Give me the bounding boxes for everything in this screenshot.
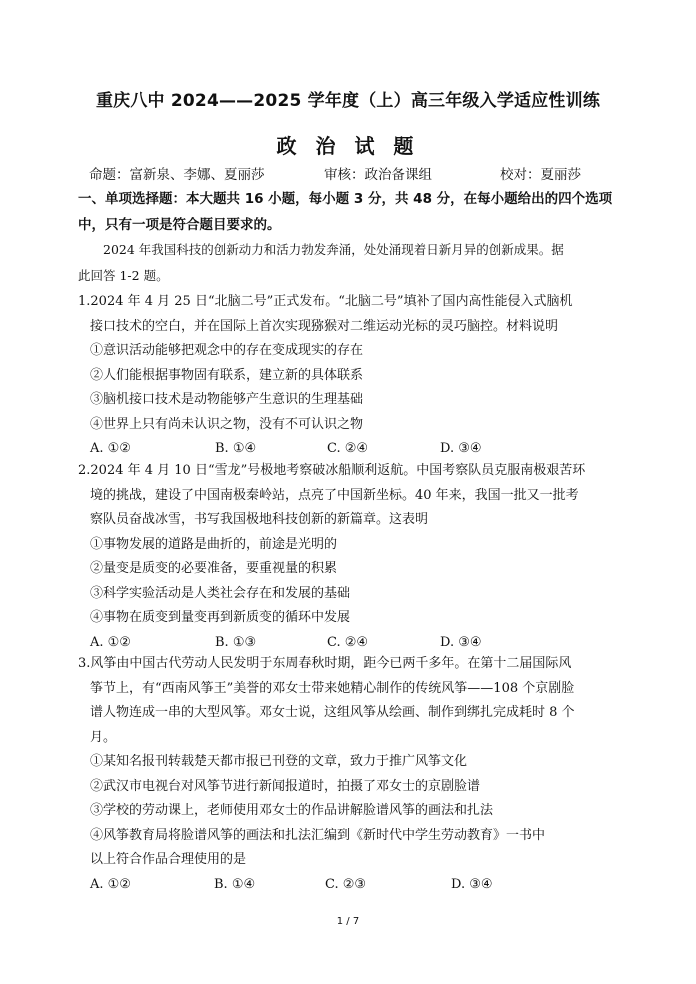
- answer-options: [78, 873, 638, 898]
- question-1: [78, 290, 638, 462]
- credits-proofreader: 校对：夏丽莎: [500, 167, 581, 183]
- option-c: C. ②④: [327, 634, 369, 650]
- intro-paragraph: [78, 237, 638, 289]
- question-stem-line: 察队员奋战冰雪，书写我国极地科技创新的新篇章。这表明: [90, 512, 429, 527]
- question-prompt: 以上符合作品合理使用的是: [90, 852, 247, 867]
- option-d: D. ③④: [440, 634, 482, 650]
- exam-subtitle: 政 治 试 题: [276, 134, 420, 158]
- statement-item: ②武汉市电视台对风筝节进行新闻报道时，拍摄了邓女士的京剧脸谱: [90, 778, 481, 794]
- statement-item: ①意识活动能够把观念中的存在变成现实的存在: [90, 343, 364, 358]
- statement-item: ③脑机接口技术是动物能够产生意识的生理基础: [90, 392, 364, 407]
- option-b: B. ①④: [214, 876, 256, 892]
- statement-item: ③学校的劳动课上，老师使用邓女士的作品讲解脸谱风筝的画法和扎法: [90, 803, 494, 818]
- question-stem-line: 接口技术的空白，并在国际上首次实现猕猴对二维运动光标的灵巧脑控。材料说明: [90, 318, 559, 334]
- statement-item: ①某知名报刊转载楚天都市报已刊登的文章，致力于推广风筝文化: [90, 754, 468, 769]
- statement-item: ③科学实验活动是人类社会存在和发展的基础: [90, 585, 351, 601]
- section-heading: [78, 186, 638, 238]
- option-b: B. ①④: [215, 441, 257, 456]
- statement-item: ④世界上只有尚未认识之物，没有不可认识之物: [90, 416, 364, 432]
- option-d: D. ③④: [451, 876, 493, 892]
- section-heading-line: 一、单项选择题：本大题共 16 小题，每小题 3 分，共 48 分，在每小题给出的四个选项: [78, 191, 613, 207]
- page-number: 1 / 7: [336, 916, 360, 927]
- option-a: A. ①②: [90, 441, 131, 456]
- statement-item: ②人们能根据事物固有联系，建立新的具体联系: [90, 367, 364, 383]
- statement-item: ④风筝教育局将脸谱风筝的画法和扎法汇编到《新时代中学生劳动教育》一书中: [90, 827, 546, 843]
- exam-title: 重庆八中 2024——2025 学年度（上）高三年级入学适应性训练: [95, 91, 601, 111]
- option-a: A. ①②: [90, 634, 131, 650]
- question-2: [78, 459, 638, 655]
- intro-line: 2024 年我国科技的创新动力和活力勃发奔涌，处处涌现着日新月异的创新成果。据: [103, 242, 564, 257]
- credits-author: 命题：富新泉、李娜、夏丽莎: [89, 167, 265, 183]
- question-stem-line: 3.风筝由中国古代劳动人民发明于东周春秋时期，距今已两千多年。在第十二届国际风: [78, 656, 572, 671]
- question-stem-line: 筝节上，有“西南风筝王”美誉的邓女士带来她精心制作的传统风筝——108 个京剧脸: [90, 680, 575, 696]
- credits-reviewer: 审核：政治备课组: [324, 167, 432, 183]
- statement-item: ①事物发展的道路是曲折的，前途是光明的: [90, 536, 338, 552]
- option-d: D. ③④: [440, 441, 482, 456]
- question-3: [78, 652, 638, 897]
- statement-item: ④事物在质变到量变再到新质变的循环中发展: [90, 610, 351, 625]
- answer-options: [78, 437, 638, 462]
- intro-line: 此回答 1-2 题。: [78, 268, 169, 283]
- option-a: A. ①②: [90, 876, 131, 892]
- question-stem-line: 谱人物连成一串的大型风筝。邓女士说，这组风筝从绘画、制作到绑扎完成耗时 8 个: [90, 705, 575, 720]
- question-stem-line: 2.2024 年 4 月 10 日“雪龙”号极地考察破冰船顺利返航。中国考察队员克服南极艰苦环: [78, 463, 586, 478]
- statement-item: ②量变是质变的必要准备，要重视量的积累: [90, 561, 338, 576]
- option-c: C. ②③: [325, 876, 367, 892]
- option-c: C. ②④: [327, 441, 369, 456]
- option-b: B. ①③: [215, 634, 257, 650]
- question-stem-line: 1.2024 年 4 月 25 日“北脑二号”正式发布。“北脑二号”填补了国内高性能侵入式脑机: [78, 294, 573, 309]
- question-stem-line: 境的挑战，建设了中国南极秦岭站，点亮了中国新坐标。40 年来，我国一批又一批考: [90, 487, 579, 503]
- question-stem-line: 月。: [90, 729, 117, 745]
- section-heading-line: 中，只有一项是符合题目要求的。: [78, 217, 281, 233]
